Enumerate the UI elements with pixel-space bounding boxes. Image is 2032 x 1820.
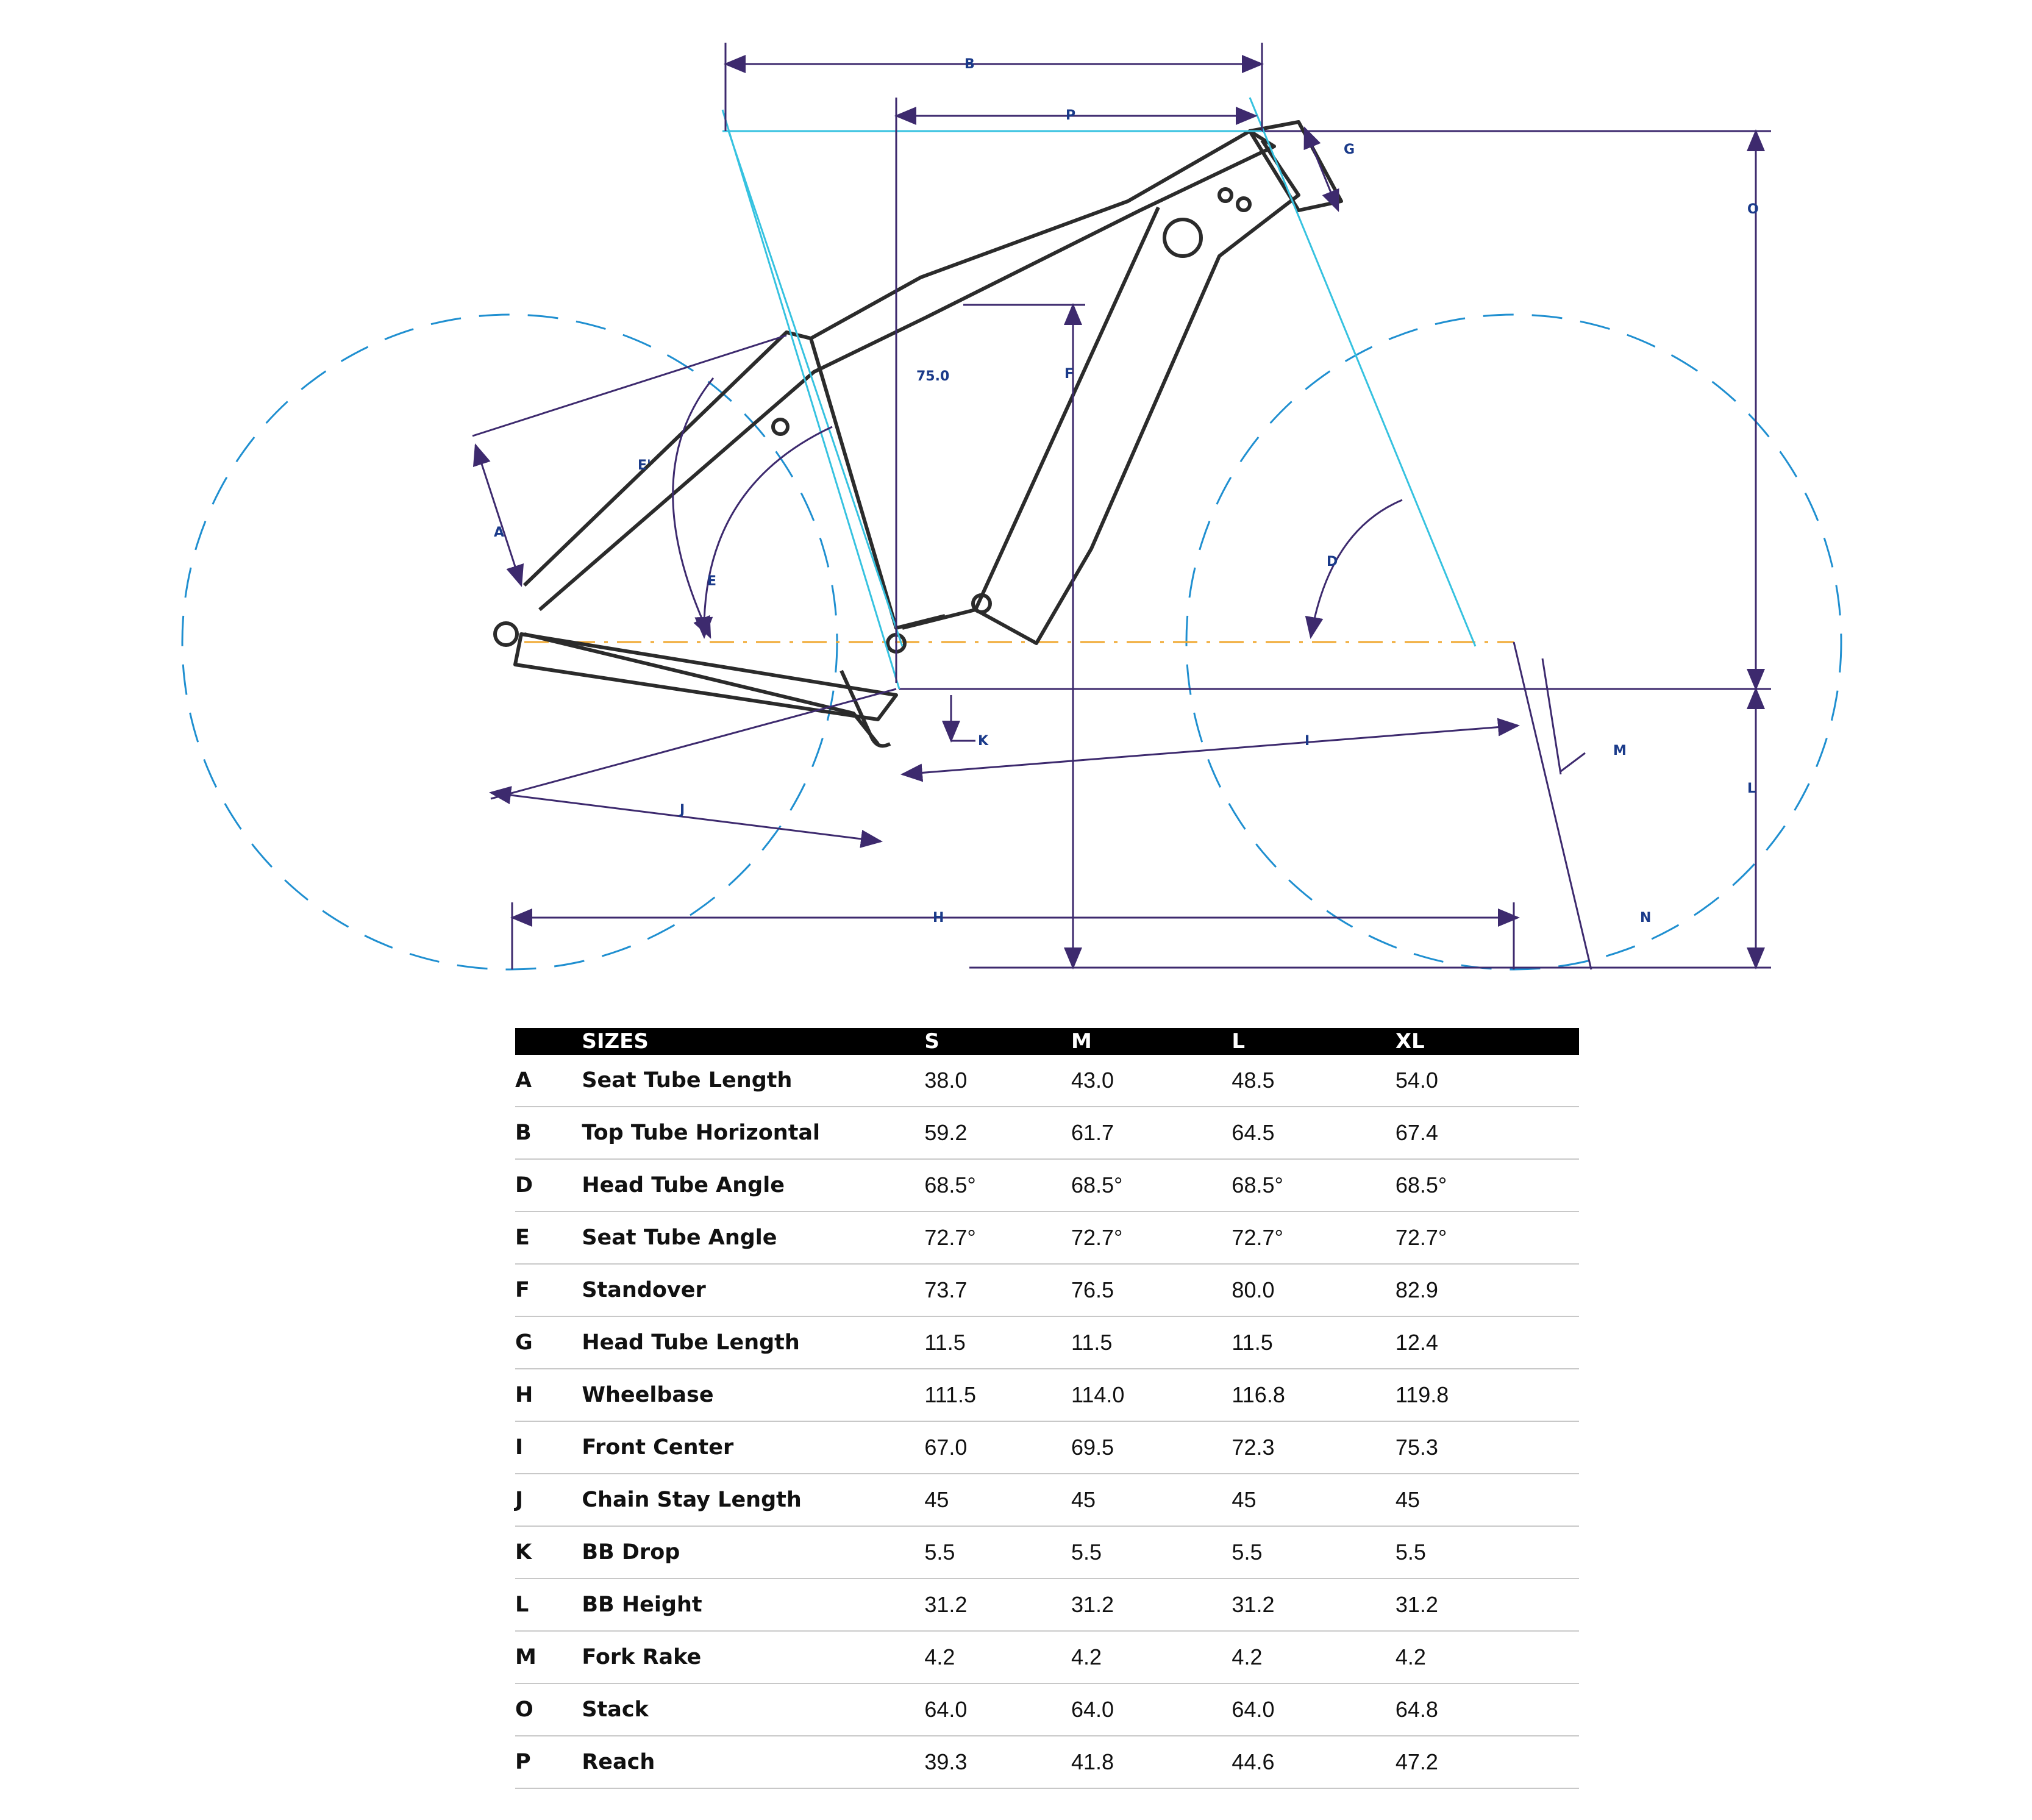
cell-l: 80.0 xyxy=(1232,1264,1395,1316)
cell-l: 72.3 xyxy=(1232,1421,1395,1474)
table-row xyxy=(515,1316,1579,1369)
cell-l: 48.5 xyxy=(1232,1055,1395,1107)
label-D: D xyxy=(1327,554,1338,569)
cell-letter: P xyxy=(515,1736,582,1788)
cell-xl: 5.5 xyxy=(1396,1526,1579,1579)
cell-m: 64.0 xyxy=(1071,1683,1232,1736)
cell-name: Head Tube Length xyxy=(582,1316,924,1369)
cell-m: 4.2 xyxy=(1071,1631,1232,1683)
header-l: L xyxy=(1232,1028,1395,1055)
cell-l: 5.5 xyxy=(1232,1526,1395,1579)
angle-arcs xyxy=(673,378,1402,637)
table-row xyxy=(515,1579,1579,1631)
header-xl: XL xyxy=(1396,1028,1579,1055)
cell-name: Stack xyxy=(582,1683,924,1736)
dimension-lines xyxy=(472,43,1756,969)
label-M: M xyxy=(1613,743,1627,758)
table-row xyxy=(515,1526,1579,1579)
cell-xl: 67.4 xyxy=(1396,1107,1579,1159)
cell-s: 5.5 xyxy=(924,1526,1071,1579)
cell-name: Seat Tube Angle xyxy=(582,1212,924,1264)
table-row xyxy=(515,1683,1579,1736)
cell-xl: 82.9 xyxy=(1396,1264,1579,1316)
cell-s: 59.2 xyxy=(924,1107,1071,1159)
header-sizes: SIZES xyxy=(582,1028,924,1055)
cell-s: 67.0 xyxy=(924,1421,1071,1474)
label-F: F xyxy=(1064,366,1074,382)
table-row xyxy=(515,1631,1579,1683)
cell-m: 41.8 xyxy=(1071,1736,1232,1788)
cell-m: 76.5 xyxy=(1071,1264,1232,1316)
cell-name: BB Height xyxy=(582,1579,924,1631)
bike-frame xyxy=(495,122,1341,746)
cell-s: 11.5 xyxy=(924,1316,1071,1369)
cell-name: Head Tube Angle xyxy=(582,1159,924,1212)
label-angle-75: 75.0 xyxy=(916,369,950,384)
table-row xyxy=(515,1736,1579,1788)
cell-l: 4.2 xyxy=(1232,1631,1395,1683)
cell-name: Seat Tube Length xyxy=(582,1055,924,1107)
cell-l: 116.8 xyxy=(1232,1369,1395,1421)
cell-m: 43.0 xyxy=(1071,1055,1232,1107)
table-row xyxy=(515,1264,1579,1316)
cell-letter: H xyxy=(515,1369,582,1421)
cell-l: 72.7° xyxy=(1232,1212,1395,1264)
cell-m: 5.5 xyxy=(1071,1526,1232,1579)
cell-m: 45 xyxy=(1071,1474,1232,1526)
cell-xl: 4.2 xyxy=(1396,1631,1579,1683)
label-O: O xyxy=(1747,202,1759,217)
table-row xyxy=(515,1055,1579,1107)
table-body xyxy=(515,1055,1579,1788)
cell-letter: A xyxy=(515,1055,582,1107)
cell-xl: 31.2 xyxy=(1396,1579,1579,1631)
table-row xyxy=(515,1369,1579,1421)
cell-m: 114.0 xyxy=(1071,1369,1232,1421)
guide-lines xyxy=(722,98,1475,689)
cell-m: 68.5° xyxy=(1071,1159,1232,1212)
label-P: P xyxy=(1066,108,1076,123)
rear-wheel xyxy=(182,315,837,969)
cell-letter: D xyxy=(515,1159,582,1212)
cell-xl: 119.8 xyxy=(1396,1369,1579,1421)
label-G: G xyxy=(1344,142,1355,157)
cell-letter: G xyxy=(515,1316,582,1369)
cell-l: 64.5 xyxy=(1232,1107,1395,1159)
cell-name: Top Tube Horizontal xyxy=(582,1107,924,1159)
cell-letter: B xyxy=(515,1107,582,1159)
cell-m: 72.7° xyxy=(1071,1212,1232,1264)
geometry-table xyxy=(515,1028,1579,1789)
header-s: S xyxy=(924,1028,1071,1055)
cell-l: 11.5 xyxy=(1232,1316,1395,1369)
cell-s: 72.7° xyxy=(924,1212,1071,1264)
label-H: H xyxy=(933,910,944,926)
cell-name: Standover xyxy=(582,1264,924,1316)
cell-letter: L xyxy=(515,1579,582,1631)
cell-xl: 75.3 xyxy=(1396,1421,1579,1474)
cell-name: BB Drop xyxy=(582,1526,924,1579)
cell-xl: 47.2 xyxy=(1396,1736,1579,1788)
cell-xl: 54.0 xyxy=(1396,1055,1579,1107)
cell-m: 31.2 xyxy=(1071,1579,1232,1631)
table-row xyxy=(515,1474,1579,1526)
cell-s: 68.5° xyxy=(924,1159,1071,1212)
table-row xyxy=(515,1212,1579,1264)
cell-letter: E xyxy=(515,1212,582,1264)
cell-letter: J xyxy=(515,1474,582,1526)
cell-l: 31.2 xyxy=(1232,1579,1395,1631)
cell-xl: 64.8 xyxy=(1396,1683,1579,1736)
cell-l: 44.6 xyxy=(1232,1736,1395,1788)
cell-letter: K xyxy=(515,1526,582,1579)
cell-m: 69.5 xyxy=(1071,1421,1232,1474)
cell-xl: 12.4 xyxy=(1396,1316,1579,1369)
label-L: L xyxy=(1747,781,1756,796)
label-B: B xyxy=(964,57,975,72)
table-row xyxy=(515,1107,1579,1159)
label-I: I xyxy=(1305,733,1310,749)
cell-name: Front Center xyxy=(582,1421,924,1474)
cell-letter: F xyxy=(515,1264,582,1316)
cell-s: 38.0 xyxy=(924,1055,1071,1107)
cell-name: Chain Stay Length xyxy=(582,1474,924,1526)
label-N: N xyxy=(1640,910,1652,926)
cell-letter: I xyxy=(515,1421,582,1474)
cell-m: 61.7 xyxy=(1071,1107,1232,1159)
cell-name: Fork Rake xyxy=(582,1631,924,1683)
label-A: A xyxy=(494,525,505,540)
table-row xyxy=(515,1421,1579,1474)
table-header-row xyxy=(515,1028,1579,1055)
cell-l: 64.0 xyxy=(1232,1683,1395,1736)
label-E: E xyxy=(707,574,717,589)
label-E-prime: E' xyxy=(638,458,651,473)
cell-name: Reach xyxy=(582,1736,924,1788)
cell-l: 45 xyxy=(1232,1474,1395,1526)
label-J: J xyxy=(680,802,685,818)
label-K: K xyxy=(978,733,989,749)
cell-xl: 45 xyxy=(1396,1474,1579,1526)
header-letter xyxy=(515,1028,582,1055)
cell-letter: M xyxy=(515,1631,582,1683)
cell-l: 68.5° xyxy=(1232,1159,1395,1212)
cell-name: Wheelbase xyxy=(582,1369,924,1421)
cell-s: 39.3 xyxy=(924,1736,1071,1788)
cell-m: 11.5 xyxy=(1071,1316,1232,1369)
cell-s: 31.2 xyxy=(924,1579,1071,1631)
cell-s: 45 xyxy=(924,1474,1071,1526)
cell-letter: O xyxy=(515,1683,582,1736)
table-row xyxy=(515,1159,1579,1212)
cell-s: 73.7 xyxy=(924,1264,1071,1316)
cell-s: 4.2 xyxy=(924,1631,1071,1683)
cell-s: 111.5 xyxy=(924,1369,1071,1421)
header-m: M xyxy=(1071,1028,1232,1055)
cell-xl: 72.7° xyxy=(1396,1212,1579,1264)
cell-s: 64.0 xyxy=(924,1683,1071,1736)
cell-xl: 68.5° xyxy=(1396,1159,1579,1212)
